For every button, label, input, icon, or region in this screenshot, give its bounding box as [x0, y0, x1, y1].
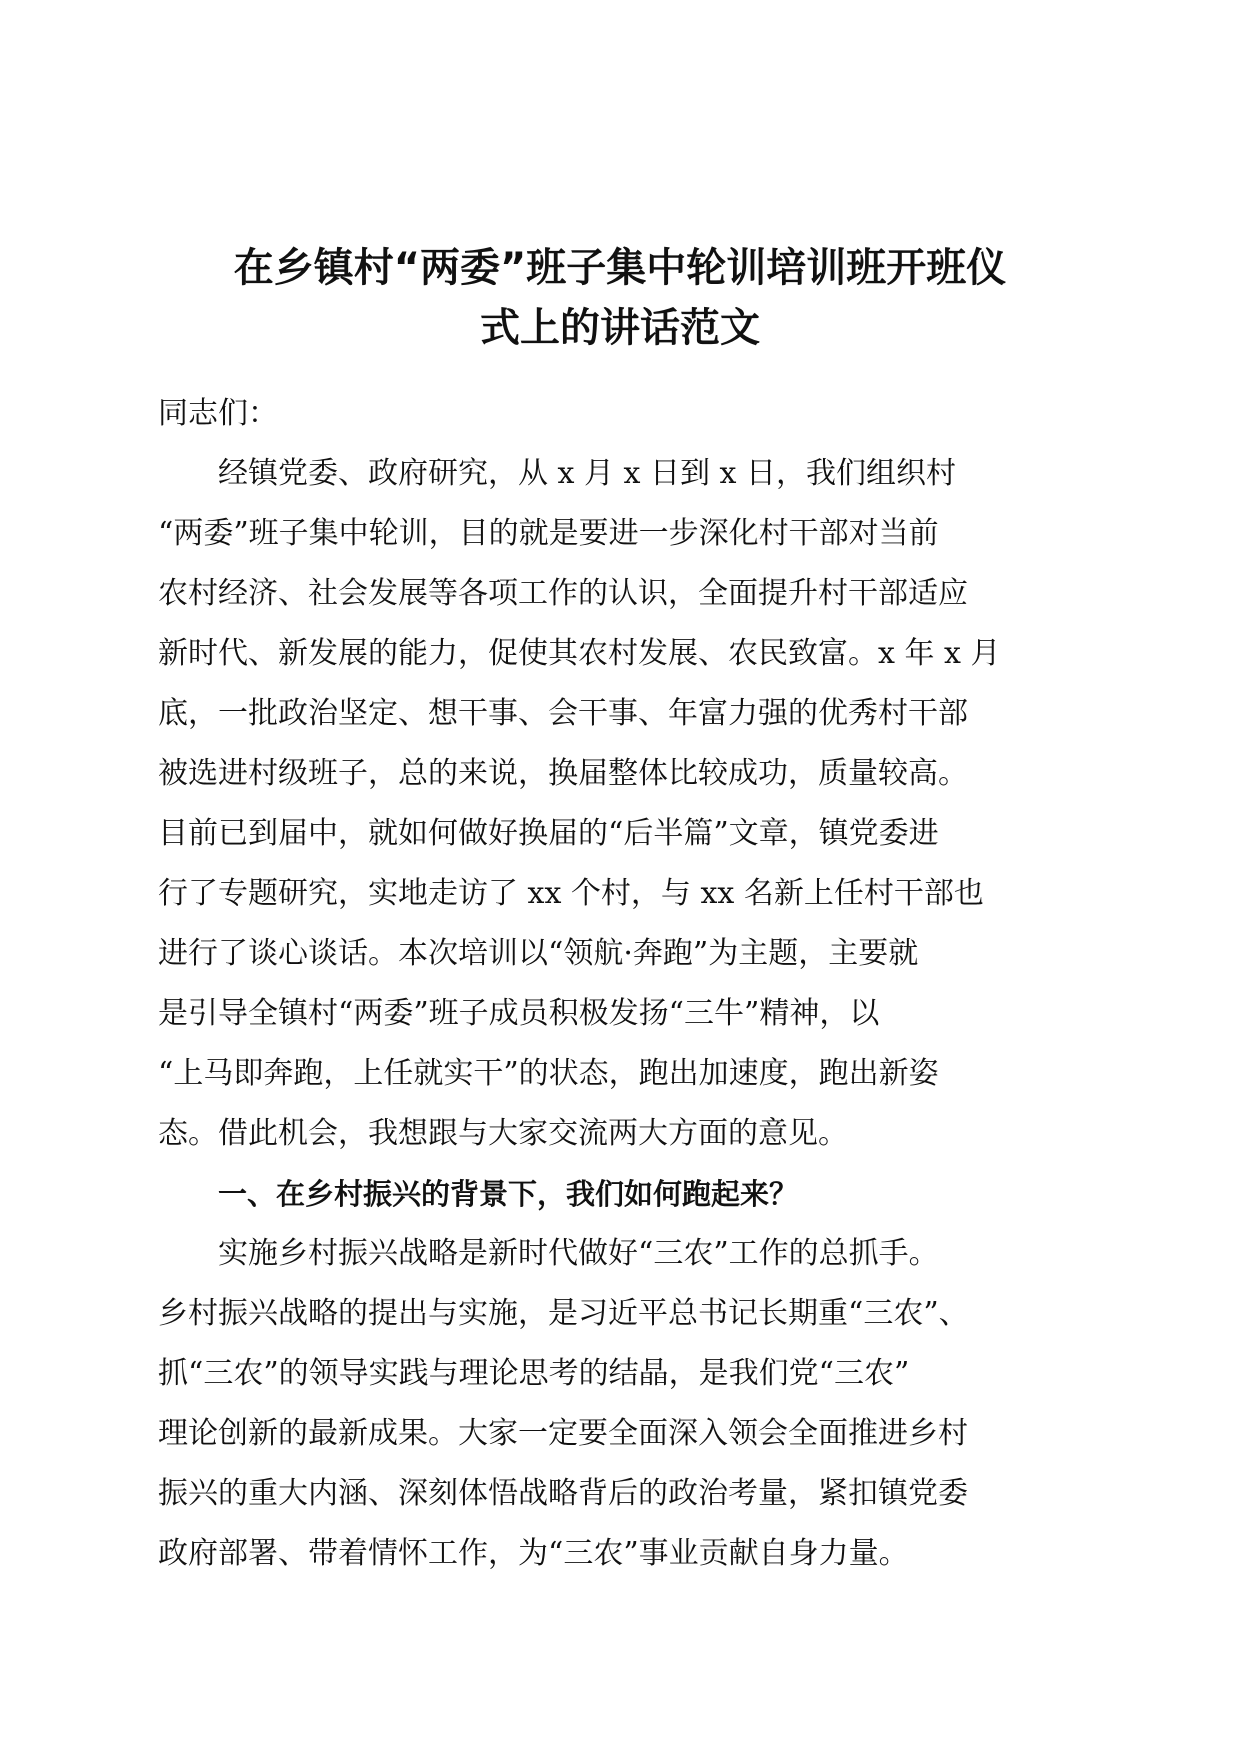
paragraph-line: 政府部署、带着情怀工作，为“三农”事业贡献自身力量。 [158, 1536, 909, 1571]
paragraph-line: “上马即奔跑，上任就实干”的状态，跑出加速度，跑出新姿 [158, 1056, 939, 1091]
paragraph-line: 农村经济、社会发展等各项工作的认识，全面提升村干部适应 [158, 576, 968, 611]
title-line: 式上的讲话范文 [480, 305, 760, 351]
paragraph-line: 行了专题研究，实地走访了 xx 个村，与 xx 名新上任村干部也 [158, 876, 984, 911]
section-heading: 一、在乡村振兴的背景下，我们如何跑起来？ [218, 1177, 799, 1211]
paragraph-line: 是引导全镇村“两委”班子成员积极发扬“三牛”精神，以 [158, 996, 880, 1031]
paragraph-line: 抓“三农”的领导实践与理论思考的结晶，是我们党“三农” [158, 1356, 910, 1391]
paragraph-line: 理论创新的最新成果。大家一定要全面深入领会全面推进乡村 [158, 1416, 968, 1451]
paragraph-2 [158, 1224, 1058, 1584]
title-line: 在乡镇村“两委”班子集中轮训培训班开班仪 [233, 245, 1007, 291]
paragraph-line: 乡村振兴战略的提出与实施，是习近平总书记长期重“三农”、 [158, 1296, 969, 1331]
paragraph-line: 振兴的重大内涵、深刻体悟战略背后的政治考量，紧扣镇党委 [158, 1476, 968, 1511]
paragraph-line: 目前已到届中，就如何做好换届的“后半篇”文章，镇党委进 [158, 816, 939, 851]
paragraph-line: “两委”班子集中轮训，目的就是要进一步深化村干部对当前 [158, 516, 939, 551]
paragraph-line: 被选进村级班子，总的来说，换届整体比较成功，质量较高。 [158, 756, 968, 791]
paragraph-1 [158, 444, 1058, 1164]
paragraph-line: 经镇党委、政府研究，从 x 月 x 日到 x 日，我们组织村 [218, 456, 956, 491]
paragraph-line: 态。借此机会，我想跟与大家交流两大方面的意见。 [158, 1116, 848, 1151]
paragraph-line: 进行了谈心谈话。本次培训以“领航·奔跑”为主题，主要就 [158, 936, 919, 971]
paragraph-line: 底，一批政治坚定、想干事、会干事、年富力强的优秀村干部 [158, 696, 968, 731]
document-body [158, 384, 1058, 1584]
salutation: 同志们： [158, 396, 278, 431]
paragraph-line: 新时代、新发展的能力，促使其农村发展、农民致富。x 年 x 月 [158, 636, 1001, 671]
paragraph-line: 实施乡村振兴战略是新时代做好“三农”工作的总抓手。 [218, 1236, 939, 1271]
document-title [140, 238, 1100, 358]
